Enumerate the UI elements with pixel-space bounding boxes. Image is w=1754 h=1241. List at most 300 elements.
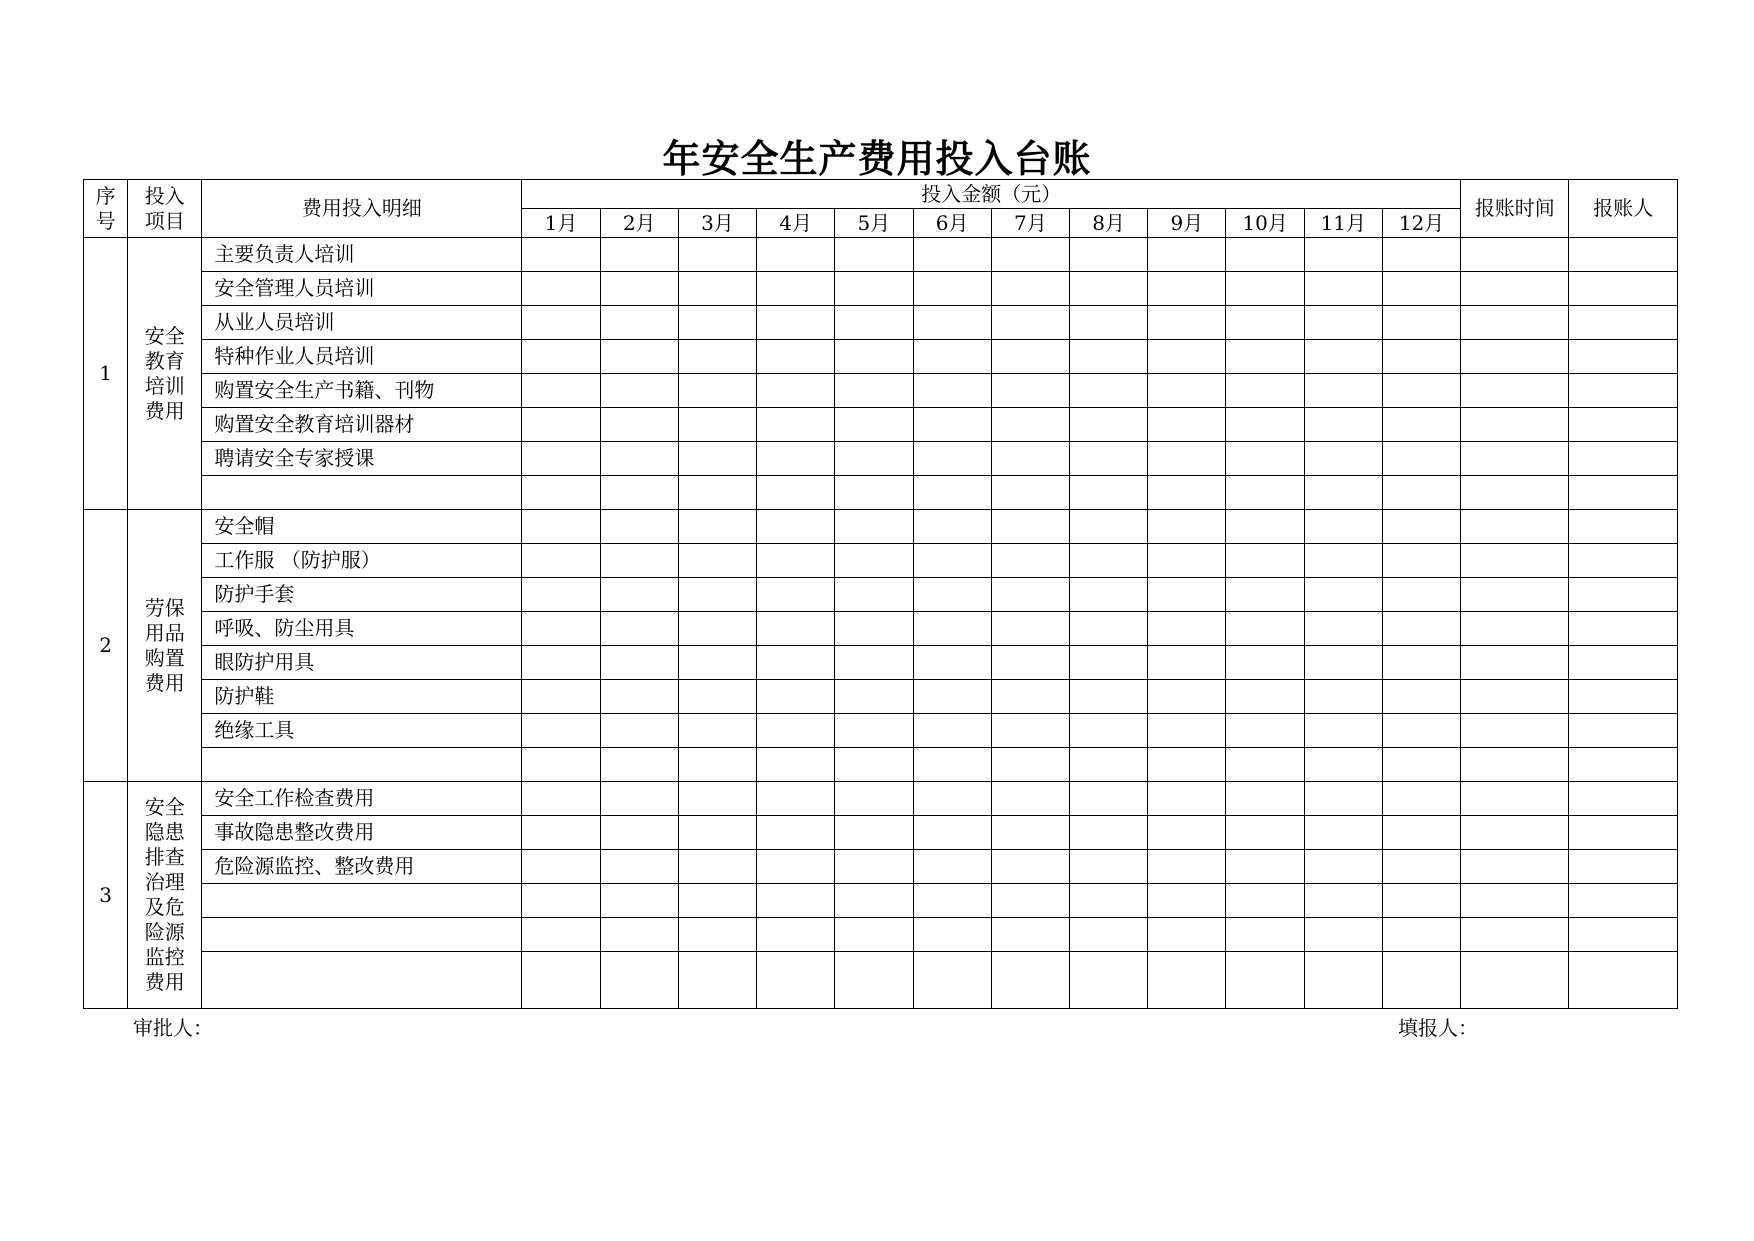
amount-cell-month-4[interactable] [757,884,835,918]
amount-cell-month-5[interactable] [835,782,913,816]
amount-cell-month-7[interactable] [991,748,1069,782]
amount-cell-month-10[interactable] [1226,544,1304,578]
amount-cell-month-7[interactable] [991,952,1069,1009]
amount-cell-month-6[interactable] [913,272,991,306]
amount-cell-month-5[interactable] [835,714,913,748]
amount-cell-month-3[interactable] [678,952,756,1009]
amount-cell-month-11[interactable] [1304,476,1382,510]
amount-cell-month-7[interactable] [991,850,1069,884]
amount-cell-month-9[interactable] [1148,374,1226,408]
amount-cell-month-3[interactable] [678,408,756,442]
amount-cell-month-1[interactable] [522,816,600,850]
amount-cell-month-5[interactable] [835,476,913,510]
amount-cell-month-7[interactable] [991,782,1069,816]
amount-cell-month-6[interactable] [913,238,991,272]
amount-cell-month-6[interactable] [913,782,991,816]
amount-cell-month-9[interactable] [1148,238,1226,272]
amount-cell-month-4[interactable] [757,442,835,476]
amount-cell-month-3[interactable] [678,578,756,612]
amount-cell-month-10[interactable] [1226,408,1304,442]
amount-cell-month-2[interactable] [600,646,678,680]
amount-cell-month-12[interactable] [1382,272,1460,306]
amount-cell-month-1[interactable] [522,714,600,748]
amount-cell-month-9[interactable] [1148,646,1226,680]
amount-cell-month-6[interactable] [913,510,991,544]
amount-cell-month-8[interactable] [1069,306,1147,340]
amount-cell-month-7[interactable] [991,680,1069,714]
amount-cell-month-7[interactable] [991,578,1069,612]
amount-cell-month-7[interactable] [991,374,1069,408]
reimburse-person-cell[interactable] [1569,374,1678,408]
amount-cell-month-4[interactable] [757,578,835,612]
amount-cell-month-4[interactable] [757,408,835,442]
amount-cell-month-6[interactable] [913,952,991,1009]
amount-cell-month-2[interactable] [600,714,678,748]
reimburse-person-cell[interactable] [1569,408,1678,442]
amount-cell-month-7[interactable] [991,408,1069,442]
amount-cell-month-11[interactable] [1304,578,1382,612]
amount-cell-month-3[interactable] [678,442,756,476]
amount-cell-month-6[interactable] [913,306,991,340]
amount-cell-month-8[interactable] [1069,782,1147,816]
amount-cell-month-10[interactable] [1226,850,1304,884]
amount-cell-month-12[interactable] [1382,476,1460,510]
amount-cell-month-7[interactable] [991,544,1069,578]
amount-cell-month-4[interactable] [757,918,835,952]
amount-cell-month-5[interactable] [835,884,913,918]
amount-cell-month-8[interactable] [1069,714,1147,748]
amount-cell-month-2[interactable] [600,578,678,612]
reimburse-person-cell[interactable] [1569,850,1678,884]
amount-cell-month-8[interactable] [1069,816,1147,850]
amount-cell-month-11[interactable] [1304,442,1382,476]
reimburse-time-cell[interactable] [1461,578,1569,612]
amount-cell-month-8[interactable] [1069,408,1147,442]
amount-cell-month-8[interactable] [1069,544,1147,578]
amount-cell-month-4[interactable] [757,612,835,646]
amount-cell-month-2[interactable] [600,918,678,952]
amount-cell-month-2[interactable] [600,408,678,442]
amount-cell-month-4[interactable] [757,816,835,850]
amount-cell-month-5[interactable] [835,952,913,1009]
reimburse-time-cell[interactable] [1461,612,1569,646]
reimburse-time-cell[interactable] [1461,680,1569,714]
amount-cell-month-5[interactable] [835,238,913,272]
amount-cell-month-4[interactable] [757,748,835,782]
amount-cell-month-5[interactable] [835,544,913,578]
amount-cell-month-1[interactable] [522,476,600,510]
amount-cell-month-7[interactable] [991,816,1069,850]
amount-cell-month-1[interactable] [522,680,600,714]
amount-cell-month-2[interactable] [600,850,678,884]
amount-cell-month-4[interactable] [757,510,835,544]
amount-cell-month-5[interactable] [835,680,913,714]
amount-cell-month-6[interactable] [913,578,991,612]
amount-cell-month-1[interactable] [522,952,600,1009]
amount-cell-month-7[interactable] [991,612,1069,646]
amount-cell-month-3[interactable] [678,680,756,714]
amount-cell-month-12[interactable] [1382,340,1460,374]
amount-cell-month-6[interactable] [913,850,991,884]
amount-cell-month-12[interactable] [1382,816,1460,850]
amount-cell-month-1[interactable] [522,578,600,612]
amount-cell-month-10[interactable] [1226,952,1304,1009]
amount-cell-month-8[interactable] [1069,442,1147,476]
amount-cell-month-12[interactable] [1382,442,1460,476]
amount-cell-month-3[interactable] [678,306,756,340]
amount-cell-month-1[interactable] [522,340,600,374]
amount-cell-month-7[interactable] [991,272,1069,306]
amount-cell-month-10[interactable] [1226,782,1304,816]
amount-cell-month-9[interactable] [1148,340,1226,374]
amount-cell-month-9[interactable] [1148,918,1226,952]
amount-cell-month-11[interactable] [1304,408,1382,442]
amount-cell-month-3[interactable] [678,476,756,510]
amount-cell-month-2[interactable] [600,340,678,374]
reimburse-time-cell[interactable] [1461,544,1569,578]
amount-cell-month-11[interactable] [1304,850,1382,884]
amount-cell-month-4[interactable] [757,850,835,884]
amount-cell-month-9[interactable] [1148,544,1226,578]
amount-cell-month-4[interactable] [757,544,835,578]
reimburse-time-cell[interactable] [1461,340,1569,374]
reimburse-time-cell[interactable] [1461,442,1569,476]
reimburse-person-cell[interactable] [1569,816,1678,850]
amount-cell-month-12[interactable] [1382,782,1460,816]
amount-cell-month-2[interactable] [600,272,678,306]
amount-cell-month-8[interactable] [1069,850,1147,884]
amount-cell-month-6[interactable] [913,884,991,918]
amount-cell-month-3[interactable] [678,544,756,578]
amount-cell-month-7[interactable] [991,306,1069,340]
amount-cell-month-6[interactable] [913,408,991,442]
amount-cell-month-10[interactable] [1226,510,1304,544]
amount-cell-month-10[interactable] [1226,272,1304,306]
amount-cell-month-10[interactable] [1226,816,1304,850]
amount-cell-month-1[interactable] [522,918,600,952]
amount-cell-month-11[interactable] [1304,714,1382,748]
amount-cell-month-11[interactable] [1304,918,1382,952]
amount-cell-month-11[interactable] [1304,884,1382,918]
amount-cell-month-8[interactable] [1069,748,1147,782]
amount-cell-month-2[interactable] [600,884,678,918]
reimburse-time-cell[interactable] [1461,850,1569,884]
amount-cell-month-8[interactable] [1069,884,1147,918]
reimburse-person-cell[interactable] [1569,646,1678,680]
amount-cell-month-8[interactable] [1069,646,1147,680]
amount-cell-month-12[interactable] [1382,714,1460,748]
amount-cell-month-7[interactable] [991,884,1069,918]
amount-cell-month-3[interactable] [678,816,756,850]
amount-cell-month-1[interactable] [522,510,600,544]
amount-cell-month-12[interactable] [1382,748,1460,782]
amount-cell-month-8[interactable] [1069,612,1147,646]
reimburse-time-cell[interactable] [1461,476,1569,510]
amount-cell-month-10[interactable] [1226,374,1304,408]
amount-cell-month-9[interactable] [1148,612,1226,646]
reimburse-person-cell[interactable] [1569,578,1678,612]
reimburse-person-cell[interactable] [1569,952,1678,1009]
amount-cell-month-6[interactable] [913,816,991,850]
amount-cell-month-2[interactable] [600,748,678,782]
reimburse-time-cell[interactable] [1461,374,1569,408]
amount-cell-month-3[interactable] [678,340,756,374]
amount-cell-month-3[interactable] [678,850,756,884]
amount-cell-month-7[interactable] [991,714,1069,748]
amount-cell-month-11[interactable] [1304,680,1382,714]
amount-cell-month-3[interactable] [678,884,756,918]
reimburse-person-cell[interactable] [1569,714,1678,748]
amount-cell-month-6[interactable] [913,612,991,646]
amount-cell-month-3[interactable] [678,238,756,272]
amount-cell-month-7[interactable] [991,238,1069,272]
amount-cell-month-1[interactable] [522,272,600,306]
reimburse-person-cell[interactable] [1569,612,1678,646]
reimburse-time-cell[interactable] [1461,272,1569,306]
amount-cell-month-5[interactable] [835,306,913,340]
amount-cell-month-8[interactable] [1069,272,1147,306]
amount-cell-month-11[interactable] [1304,612,1382,646]
amount-cell-month-8[interactable] [1069,476,1147,510]
amount-cell-month-11[interactable] [1304,510,1382,544]
amount-cell-month-9[interactable] [1148,884,1226,918]
amount-cell-month-12[interactable] [1382,544,1460,578]
amount-cell-month-10[interactable] [1226,578,1304,612]
amount-cell-month-10[interactable] [1226,612,1304,646]
amount-cell-month-4[interactable] [757,680,835,714]
amount-cell-month-1[interactable] [522,884,600,918]
amount-cell-month-1[interactable] [522,408,600,442]
reimburse-person-cell[interactable] [1569,442,1678,476]
amount-cell-month-1[interactable] [522,612,600,646]
amount-cell-month-12[interactable] [1382,646,1460,680]
amount-cell-month-4[interactable] [757,782,835,816]
amount-cell-month-1[interactable] [522,748,600,782]
amount-cell-month-2[interactable] [600,782,678,816]
amount-cell-month-10[interactable] [1226,884,1304,918]
amount-cell-month-10[interactable] [1226,680,1304,714]
amount-cell-month-3[interactable] [678,510,756,544]
reimburse-person-cell[interactable] [1569,884,1678,918]
amount-cell-month-6[interactable] [913,918,991,952]
amount-cell-month-9[interactable] [1148,816,1226,850]
amount-cell-month-9[interactable] [1148,306,1226,340]
amount-cell-month-3[interactable] [678,374,756,408]
amount-cell-month-12[interactable] [1382,884,1460,918]
amount-cell-month-4[interactable] [757,272,835,306]
amount-cell-month-7[interactable] [991,442,1069,476]
amount-cell-month-10[interactable] [1226,714,1304,748]
amount-cell-month-5[interactable] [835,816,913,850]
reimburse-person-cell[interactable] [1569,782,1678,816]
reimburse-time-cell[interactable] [1461,646,1569,680]
amount-cell-month-12[interactable] [1382,952,1460,1009]
amount-cell-month-10[interactable] [1226,306,1304,340]
amount-cell-month-9[interactable] [1148,952,1226,1009]
reimburse-time-cell[interactable] [1461,408,1569,442]
amount-cell-month-10[interactable] [1226,238,1304,272]
amount-cell-month-6[interactable] [913,340,991,374]
amount-cell-month-2[interactable] [600,816,678,850]
amount-cell-month-1[interactable] [522,306,600,340]
amount-cell-month-5[interactable] [835,850,913,884]
amount-cell-month-1[interactable] [522,850,600,884]
amount-cell-month-2[interactable] [600,544,678,578]
amount-cell-month-12[interactable] [1382,578,1460,612]
amount-cell-month-2[interactable] [600,476,678,510]
reimburse-person-cell[interactable] [1569,544,1678,578]
amount-cell-month-6[interactable] [913,748,991,782]
amount-cell-month-11[interactable] [1304,238,1382,272]
amount-cell-month-11[interactable] [1304,272,1382,306]
amount-cell-month-12[interactable] [1382,510,1460,544]
amount-cell-month-6[interactable] [913,646,991,680]
reimburse-time-cell[interactable] [1461,918,1569,952]
reimburse-person-cell[interactable] [1569,680,1678,714]
amount-cell-month-6[interactable] [913,476,991,510]
amount-cell-month-1[interactable] [522,238,600,272]
amount-cell-month-12[interactable] [1382,680,1460,714]
amount-cell-month-5[interactable] [835,578,913,612]
amount-cell-month-9[interactable] [1148,680,1226,714]
amount-cell-month-10[interactable] [1226,476,1304,510]
amount-cell-month-7[interactable] [991,918,1069,952]
amount-cell-month-10[interactable] [1226,442,1304,476]
amount-cell-month-9[interactable] [1148,442,1226,476]
amount-cell-month-12[interactable] [1382,374,1460,408]
amount-cell-month-10[interactable] [1226,748,1304,782]
reimburse-person-cell[interactable] [1569,272,1678,306]
amount-cell-month-9[interactable] [1148,714,1226,748]
amount-cell-month-5[interactable] [835,272,913,306]
amount-cell-month-7[interactable] [991,476,1069,510]
amount-cell-month-12[interactable] [1382,850,1460,884]
amount-cell-month-8[interactable] [1069,510,1147,544]
amount-cell-month-4[interactable] [757,340,835,374]
amount-cell-month-4[interactable] [757,374,835,408]
amount-cell-month-10[interactable] [1226,340,1304,374]
amount-cell-month-2[interactable] [600,612,678,646]
amount-cell-month-2[interactable] [600,442,678,476]
amount-cell-month-6[interactable] [913,442,991,476]
amount-cell-month-9[interactable] [1148,408,1226,442]
amount-cell-month-4[interactable] [757,646,835,680]
amount-cell-month-11[interactable] [1304,646,1382,680]
amount-cell-month-1[interactable] [522,544,600,578]
amount-cell-month-11[interactable] [1304,816,1382,850]
amount-cell-month-8[interactable] [1069,918,1147,952]
amount-cell-month-11[interactable] [1304,340,1382,374]
amount-cell-month-1[interactable] [522,782,600,816]
amount-cell-month-12[interactable] [1382,918,1460,952]
amount-cell-month-12[interactable] [1382,612,1460,646]
amount-cell-month-9[interactable] [1148,578,1226,612]
amount-cell-month-1[interactable] [522,374,600,408]
reimburse-time-cell[interactable] [1461,952,1569,1009]
amount-cell-month-8[interactable] [1069,952,1147,1009]
amount-cell-month-9[interactable] [1148,476,1226,510]
amount-cell-month-11[interactable] [1304,306,1382,340]
reimburse-person-cell[interactable] [1569,510,1678,544]
reimburse-person-cell[interactable] [1569,476,1678,510]
reimburse-time-cell[interactable] [1461,748,1569,782]
amount-cell-month-5[interactable] [835,442,913,476]
amount-cell-month-3[interactable] [678,748,756,782]
reimburse-time-cell[interactable] [1461,816,1569,850]
amount-cell-month-3[interactable] [678,714,756,748]
reimburse-person-cell[interactable] [1569,306,1678,340]
amount-cell-month-11[interactable] [1304,374,1382,408]
reimburse-time-cell[interactable] [1461,238,1569,272]
reimburse-person-cell[interactable] [1569,340,1678,374]
reimburse-person-cell[interactable] [1569,238,1678,272]
amount-cell-month-2[interactable] [600,238,678,272]
reimburse-time-cell[interactable] [1461,782,1569,816]
amount-cell-month-5[interactable] [835,374,913,408]
amount-cell-month-7[interactable] [991,510,1069,544]
amount-cell-month-4[interactable] [757,952,835,1009]
reimburse-time-cell[interactable] [1461,510,1569,544]
amount-cell-month-5[interactable] [835,918,913,952]
amount-cell-month-12[interactable] [1382,306,1460,340]
amount-cell-month-3[interactable] [678,612,756,646]
amount-cell-month-9[interactable] [1148,782,1226,816]
amount-cell-month-8[interactable] [1069,374,1147,408]
amount-cell-month-4[interactable] [757,714,835,748]
amount-cell-month-6[interactable] [913,544,991,578]
reimburse-time-cell[interactable] [1461,884,1569,918]
amount-cell-month-3[interactable] [678,918,756,952]
amount-cell-month-6[interactable] [913,714,991,748]
amount-cell-month-5[interactable] [835,408,913,442]
amount-cell-month-3[interactable] [678,272,756,306]
amount-cell-month-5[interactable] [835,510,913,544]
amount-cell-month-4[interactable] [757,476,835,510]
amount-cell-month-9[interactable] [1148,272,1226,306]
reimburse-person-cell[interactable] [1569,748,1678,782]
amount-cell-month-8[interactable] [1069,340,1147,374]
amount-cell-month-10[interactable] [1226,646,1304,680]
amount-cell-month-6[interactable] [913,374,991,408]
amount-cell-month-2[interactable] [600,510,678,544]
amount-cell-month-2[interactable] [600,952,678,1009]
amount-cell-month-12[interactable] [1382,408,1460,442]
amount-cell-month-2[interactable] [600,306,678,340]
amount-cell-month-11[interactable] [1304,782,1382,816]
amount-cell-month-4[interactable] [757,306,835,340]
amount-cell-month-7[interactable] [991,646,1069,680]
amount-cell-month-1[interactable] [522,442,600,476]
amount-cell-month-11[interactable] [1304,544,1382,578]
amount-cell-month-10[interactable] [1226,918,1304,952]
amount-cell-month-5[interactable] [835,748,913,782]
amount-cell-month-8[interactable] [1069,680,1147,714]
amount-cell-month-1[interactable] [522,646,600,680]
amount-cell-month-2[interactable] [600,374,678,408]
amount-cell-month-6[interactable] [913,680,991,714]
amount-cell-month-9[interactable] [1148,748,1226,782]
amount-cell-month-7[interactable] [991,340,1069,374]
amount-cell-month-12[interactable] [1382,238,1460,272]
amount-cell-month-3[interactable] [678,646,756,680]
amount-cell-month-9[interactable] [1148,510,1226,544]
reimburse-person-cell[interactable] [1569,918,1678,952]
reimburse-time-cell[interactable] [1461,714,1569,748]
amount-cell-month-11[interactable] [1304,748,1382,782]
amount-cell-month-11[interactable] [1304,952,1382,1009]
amount-cell-month-5[interactable] [835,340,913,374]
amount-cell-month-4[interactable] [757,238,835,272]
